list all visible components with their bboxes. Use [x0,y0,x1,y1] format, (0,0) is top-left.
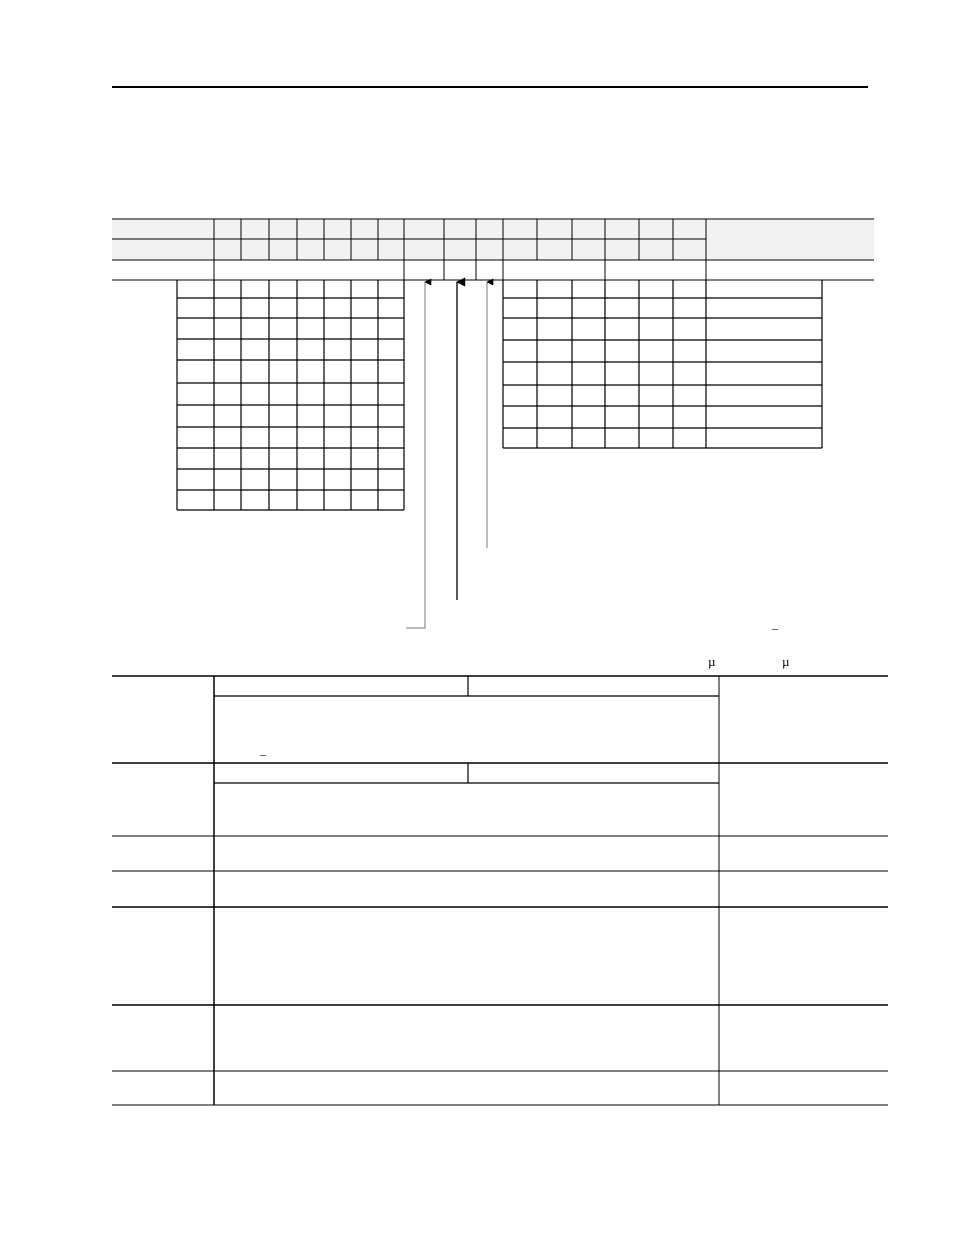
left-sub-grid [177,280,404,510]
legend-mu-symbol-1: µ [708,654,716,669]
legend-mu-symbol-2: µ [782,654,790,669]
guide-arrows [406,282,487,628]
right-sub-grid [503,280,822,448]
lower-row1-overbar: – [260,747,266,761]
lower-spec-table [112,676,888,1105]
upper-bit-table [112,219,874,280]
legend-overbar: – [772,621,778,635]
guide-arrow-1 [406,282,425,628]
